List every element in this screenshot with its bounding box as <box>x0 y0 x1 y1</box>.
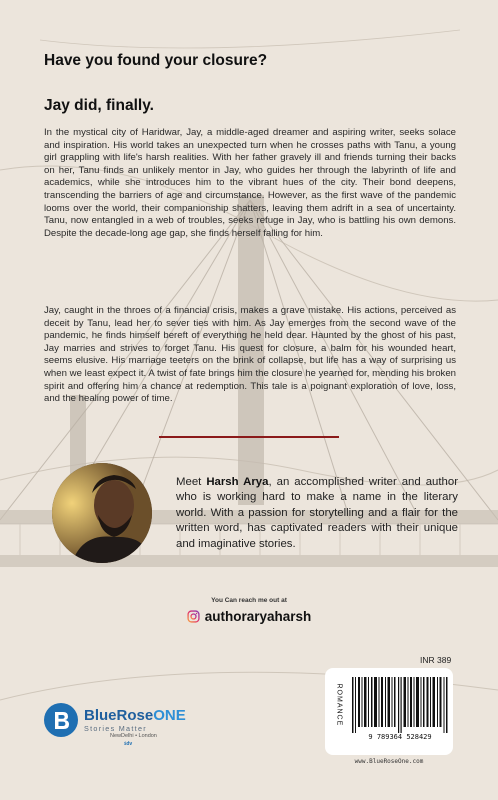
isbn-number: 9 789364 528429 <box>368 733 432 741</box>
reach-label: You Can reach me out at <box>211 597 287 604</box>
publisher-website[interactable]: www.BlueRoseOne.com <box>354 758 424 765</box>
headline: Have you found your closure? <box>44 52 268 69</box>
publisher-name-part2: ONE <box>153 707 186 724</box>
publisher-name <box>84 707 186 724</box>
author-bio-prefix: Meet <box>176 476 207 488</box>
instagram-icon <box>187 610 200 623</box>
author-bio-text: , an accomplished writer and author who is working hard to make a name in the literary world. With a passion for storytelling and a flair for the written word, has captivated readers with their unique and imaginative stories. <box>176 476 458 550</box>
publisher-sub-brand: ऽdv <box>124 741 133 747</box>
author-photo <box>52 463 152 563</box>
bluerose-logo-icon <box>44 703 78 737</box>
publisher-name-part1: BlueRose <box>84 707 154 724</box>
section-divider <box>159 436 339 438</box>
genre-label: ROMANCE <box>335 683 343 727</box>
instagram-contact[interactable] <box>0 609 498 624</box>
publisher-tagline: Stories Matter <box>84 724 147 733</box>
blurb-paragraph-1: In the mystical city of Haridwar, Jay, a middle-aged dreamer and aspiring writer, seeks solace and inspiration. His world takes an unexpected turn when he crosses paths with Tanu, a young girl grappling with life's harsh realities. With her father gravely ill and friends turning their backs on her, Tanu finds an unlikely mentor in Jay, who guides her through the labyrinth of life and academics, while she introduces him to the vibrant hues of the city. Their bond deepens, transcending the barriers of age and circumstance. However, as the first wave of the pandemic looms over the world, their companionship shatters, leaving them adrift in a sea of uncertainty. Tanu, now entangled in a web of troubles, seeks refuge in Jay, who is battling his own demons. Despite the decade-long age gap, she finds herself falling for him. <box>44 127 456 239</box>
subheadline: Jay did, finally. <box>44 97 154 114</box>
blurb-paragraph-2: Jay, caught in the throes of a financial crisis, makes a grave mistake. His actions, perceived as deceit by Tanu, lead her to sever ties with him. As Jay emerges from the second wave of the pandemic, he finds himself bereft of everything he held dear. Haunted by the ghost of his past, Jay marries and strives to forget Tanu. His quest for closure, a balm for his wounded heart, seems elusive. His marriage teeters on the brink of collapse, but life has a way of surprising us when we least expect it. A twist of fate brings him the closure he yearned for, mending his broken spirit and offering him a chance at redemption. This tale is a poignant exploration of love, loss, and the healing power of time. <box>44 305 456 405</box>
author-name: Harsh Arya <box>206 476 269 488</box>
publisher-cities: NewDelhi • London <box>110 733 157 739</box>
price-label: INR 389 <box>420 655 452 665</box>
isbn-barcode <box>352 677 448 733</box>
author-bio <box>176 475 458 552</box>
instagram-handle: authoraryaharsh <box>204 609 312 624</box>
